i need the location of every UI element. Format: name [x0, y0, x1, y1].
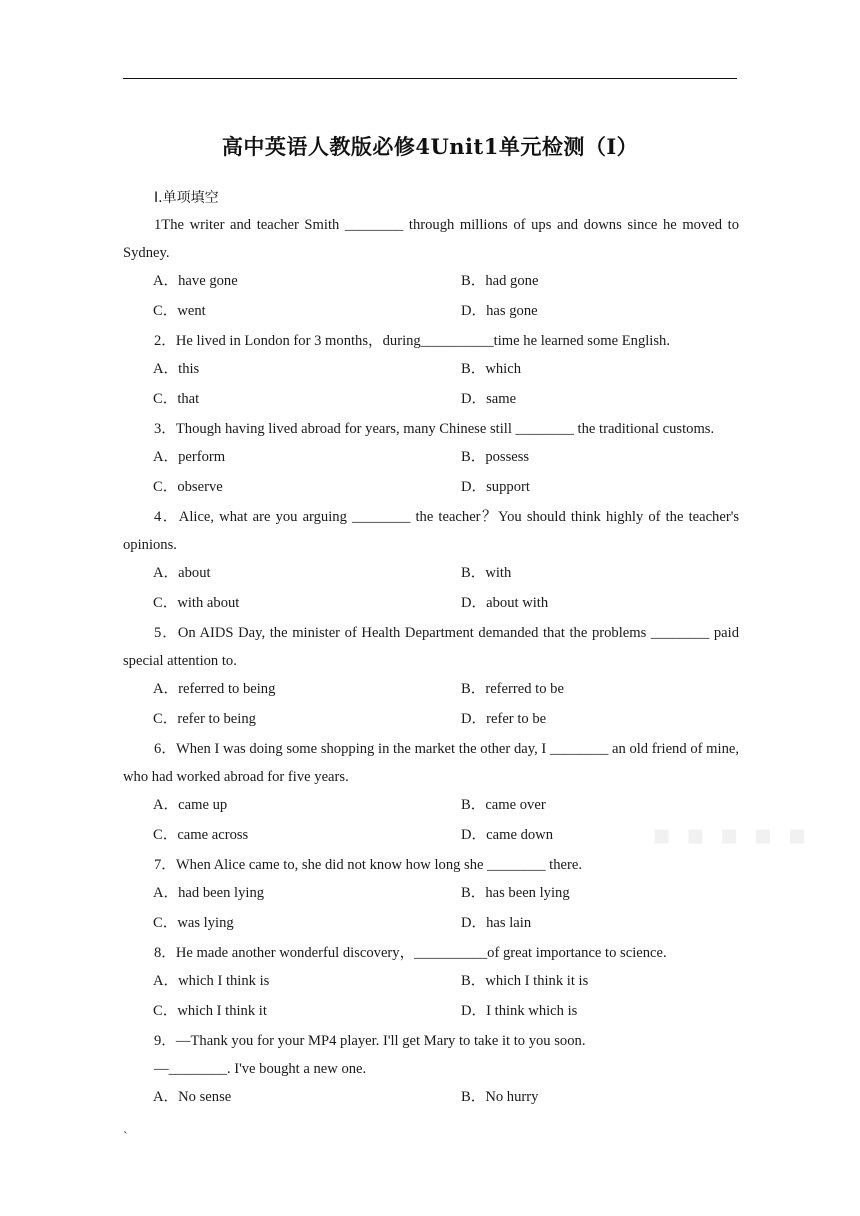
dialogue-reply: —________. I've bought a new one. [154, 1061, 367, 1077]
option-a: A．referred to being [153, 681, 276, 697]
question-stem: 7．When Alice came to, she did not know how long she ________ there. [154, 857, 582, 873]
options [123, 967, 739, 1026]
option-b: B．which I think it is [461, 973, 589, 989]
question-stem: 1The writer and teacher Smith ________ through millions of ups and downs since he moved to Sydney. [123, 217, 739, 261]
option-d: D．I think which is [461, 1002, 578, 1019]
question-stem: 6．When I was doing some shopping in the market the other day, I ________ an old friend of mine, who had worked abroad for five years. [123, 741, 739, 785]
options [123, 267, 739, 326]
options [123, 355, 739, 414]
option-c: C．came across [153, 826, 249, 843]
option-b: B．which [461, 361, 521, 377]
faint-watermark: ▪ ▪ ▪ ▪ ▪ [652, 818, 810, 851]
header-rule [123, 78, 737, 79]
option-a: A．No sense [153, 1089, 232, 1105]
option-c: C．observe [153, 478, 223, 495]
option-d: D．has lain [461, 914, 532, 931]
option-a: A．which I think is [153, 973, 270, 989]
options [123, 1083, 739, 1113]
option-d: D．has gone [461, 302, 538, 319]
document-title: 高中英语人教版必修4Unit1单元检测（I） [221, 134, 639, 159]
option-a: A．this [153, 361, 200, 377]
question-stem: 9．—Thank you for your MP4 player. I'll get Mary to take it to you soon. [154, 1033, 586, 1049]
option-a: A．came up [153, 797, 228, 813]
question-stem: 8．He made another wonderful discovery，__________of great importance to science. [154, 945, 667, 961]
option-a: A．perform [153, 449, 226, 465]
option-b: B．has been lying [461, 885, 570, 901]
option-d: D．about with [461, 594, 549, 611]
option-b: B．referred to be [461, 681, 564, 697]
option-d: D．refer to be [461, 710, 547, 727]
option-c: C．that [153, 390, 200, 407]
question-stem: 3．Though having lived abroad for years, many Chinese still ________ the traditional customs. [154, 421, 715, 437]
option-c: C．which I think it [153, 1002, 267, 1019]
footer-mark: ` [123, 1130, 128, 1145]
options [123, 443, 739, 502]
option-d: D．support [461, 478, 530, 495]
option-a: A．about [153, 565, 211, 581]
option-a: A．had been lying [153, 885, 265, 901]
section-heading: Ⅰ.单项填空 [154, 190, 219, 206]
options [123, 791, 739, 850]
question-stem: 2．He lived in London for 3 months，during__________time he learned some English. [154, 333, 670, 349]
option-d: D．came down [461, 826, 553, 843]
option-c: C．went [153, 302, 206, 319]
options [123, 675, 739, 734]
option-c: C．with about [153, 594, 240, 611]
option-c: C．refer to being [153, 710, 256, 727]
option-b: B．possess [461, 449, 530, 465]
options [123, 879, 739, 938]
option-b: B．No hurry [461, 1089, 539, 1105]
option-a: A．have gone [153, 273, 238, 289]
question-list [123, 210, 739, 1113]
question-stem: 5．On AIDS Day, the minister of Health Department demanded that the problems ________ paid special attention to. [123, 625, 739, 669]
option-b: B．with [461, 565, 512, 581]
question-stem: 4．Alice, what are you arguing ________ the teacher？You should think highly of the teacher's opinions. [123, 509, 739, 553]
option-d: D．same [461, 390, 517, 407]
options [123, 559, 739, 618]
option-b: B．had gone [461, 273, 539, 289]
option-c: C．was lying [153, 914, 234, 931]
option-b: B．came over [461, 797, 546, 813]
